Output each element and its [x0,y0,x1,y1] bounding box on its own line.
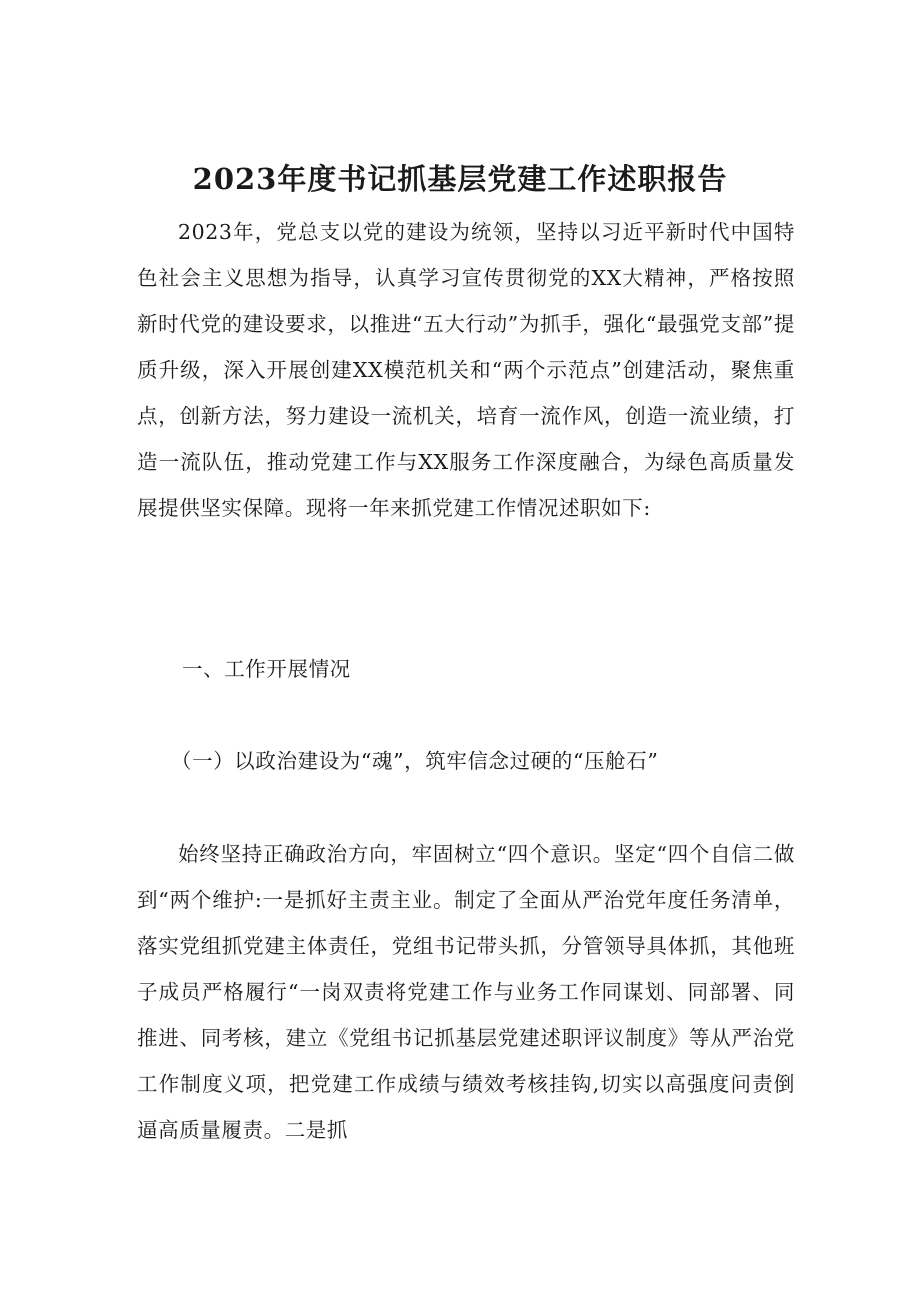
section-heading: 一、工作开展情况 [182,657,351,681]
intro-paragraph: 2023年，党总支以党的建设为统领，坚持以习近平新时代中国特色社会主义思想为指导，认真学习宣传贯彻党的XX大精神，严格按照新时代党的建设要求，以推进“五大行动”为抓手，强化“最强党支部”提质升级，深入开展创建XX模范机关和“两个示范点”创建活动，聚焦重点，创新方法，努力建设一流机关，培育一流作风，创造一流业绩，打造一流队伍，推动党建工作与XX服务工作深度融合，为绿色高质量发展提供坚实保障。现将一年来抓党建工作情况述职如下: [137,220,795,520]
document-title: 2023年度书记抓基层党建工作述职报告 [192,162,728,197]
body-paragraph: 始终坚持正确政治方向，牢固树立“四个意识。坚定“四个自信二做到“两个维护:一是抓好主责主业。制定了全面从严治党年度任务清单，落实党组抓党建主体责任，党组书记带头抓，分管领导具体抓，其他班子成员严格履行“一岗双责将党建工作与业务工作同谋划、同部署、同推进、同考核，建立《党组书记抓基层党建述职评议制度》等从严治党工作制度义项，把党建工作成绩与绩效考核挂钩,切实以高强度问责倒逼高质量履责。二是抓 [137,842,795,1142]
subsection-heading: （一）以政治建设为“魂”，筑牢信念过硬的“压舱石” [171,749,659,773]
